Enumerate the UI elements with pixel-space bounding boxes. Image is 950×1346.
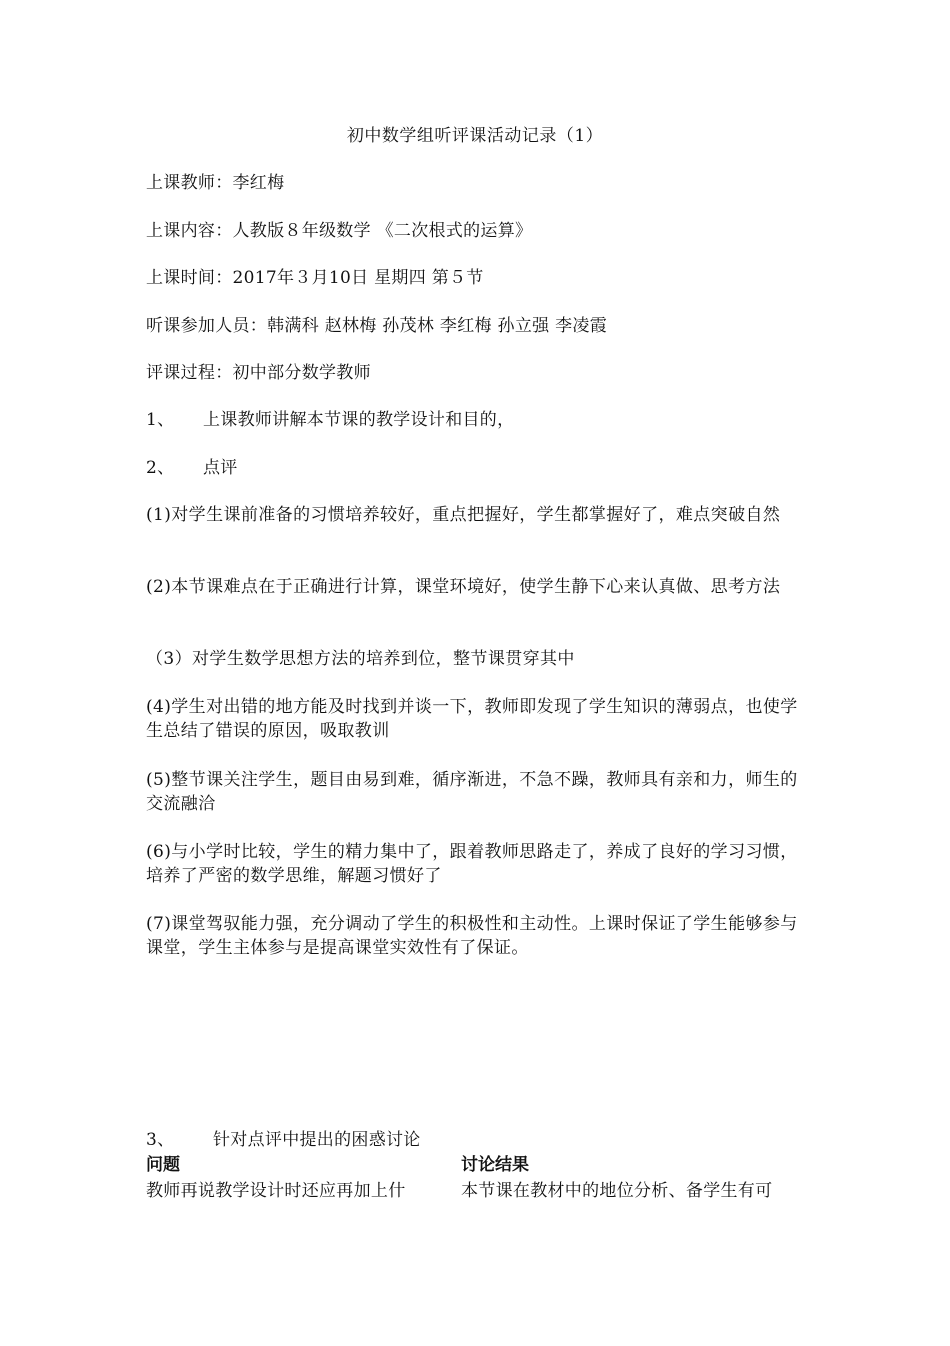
step-item: [146, 456, 816, 480]
document-title: 初中数学组听评课活动记录（1）: [346, 126, 604, 146]
participants-line: 听课参加人员：韩满科 赵林梅 孙茂林 李红梅 孙立强 李凌霞: [146, 316, 608, 336]
discussion-title: 针对点评中提出的困惑讨论: [213, 1130, 421, 1150]
table-cell-result: 本节课在教材中的地位分析、备学生有可: [461, 1181, 773, 1201]
comment-item: (4)学生对出错的地方能及时找到并谈一下，教师即发现了学生知识的薄弱点，也使学生总结了错误的原因，吸取教训: [146, 697, 798, 741]
teacher-line: 上课教师：李红梅: [146, 173, 285, 193]
discussion-number: 3、: [146, 1130, 175, 1150]
step-number: 2、: [146, 458, 175, 478]
step-number: 1、: [146, 410, 175, 430]
content-line: 上课内容：人教版８年级数学 《二次根式的运算》: [146, 221, 533, 241]
comment-item: （3）对学生数学思想方法的培养到位，整节课贯穿其中: [146, 649, 575, 669]
comment-item: (1)对学生课前准备的习惯培养较好，重点把握好，学生都掌握好了，难点突破自然: [146, 505, 781, 525]
step-text: 上课教师讲解本节课的教学设计和目的，: [203, 410, 515, 430]
time-line: 上课时间：2017年３月10日 星期四 第５节: [146, 268, 484, 288]
column-header-question: 问题: [146, 1155, 180, 1175]
column-header-result: 讨论结果: [461, 1155, 529, 1175]
comment-item: (6)与小学时比较，学生的精力集中了，跟着教师思路走了，养成了良好的学习习惯，培养了严密的数学思维，解题习惯好了: [146, 842, 798, 886]
table-cell-question: 教师再说教学设计时还应再加上什: [146, 1181, 406, 1201]
comment-item: (5)整节课关注学生，题目由易到难，循序渐进，不急不躁，教师具有亲和力，师生的交流融洽: [146, 770, 798, 814]
step-item: [146, 408, 816, 432]
comment-item: (2)本节课难点在于正确进行计算，课堂环境好，使学生静下心来认真做、思考方法: [146, 577, 781, 597]
discussion-heading: [146, 1128, 816, 1152]
step-text: 点评: [203, 458, 238, 478]
process-line: 评课过程：初中部分数学教师: [146, 363, 371, 383]
comment-item: (7)课堂驾驭能力强，充分调动了学生的积极性和主动性。上课时保证了学生能够参与课堂，学生主体参与是提高课堂实效性有了保证。: [146, 914, 798, 958]
